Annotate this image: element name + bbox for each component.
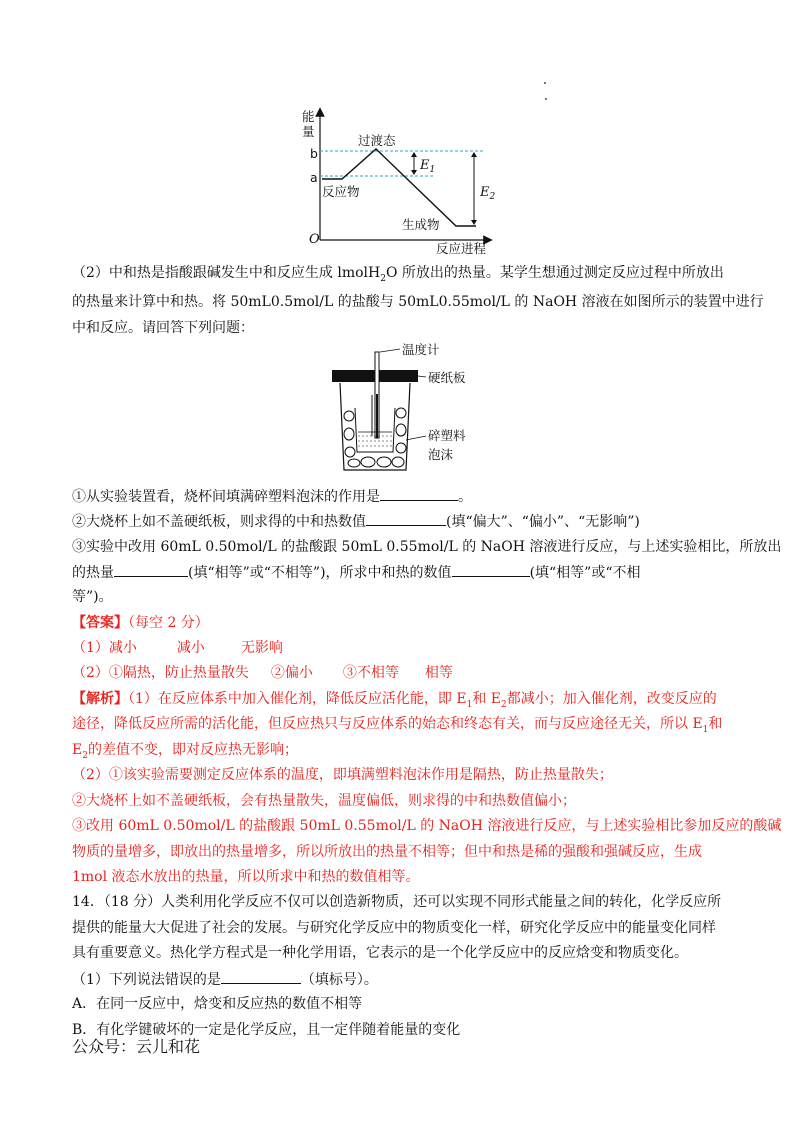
answer-part-2: （2）①隔热，防止热量散失 ②偏小 ③不相等 相等 xyxy=(72,665,453,681)
level-a-label: a xyxy=(310,170,318,185)
scan-mark xyxy=(544,82,546,84)
foam-label-2: 泡沫 xyxy=(428,447,454,462)
answer-blank[interactable] xyxy=(452,562,530,577)
energy-axis-label-1: 能 xyxy=(302,109,315,124)
q14-line-2: 提供的能量大大促进了社会的发展。与研究化学反应中的物质变化一样，研究化学反应中的能量变化同样 xyxy=(72,920,716,936)
e2-label: $E_2$ xyxy=(480,185,496,202)
answer-header: 【答案】（每空 2 分） xyxy=(72,615,209,631)
footer-watermark: 公众号：云儿和花 xyxy=(72,1037,201,1056)
answer-blank[interactable] xyxy=(114,562,188,577)
q14-line-3: 具有重要意义。热化学方程式是一种化学用语，它表示的是一个化学反应中的反应焓变和物质变化。 xyxy=(72,945,688,961)
calorimeter-diagram xyxy=(326,338,486,482)
q14-sub-1: （1）下列说法错误的是 （填标号）。 xyxy=(72,969,378,990)
sub-question-3-line-3: 等”)。 xyxy=(72,589,113,605)
scan-mark xyxy=(545,98,547,100)
sub-question-3-line-2: 的热量 (填“相等”或“不相等”)，所求中和热的数值 (填“相等”或“不相 xyxy=(72,562,641,583)
analysis-line-5: ②大烧杯上如不盖硬纸板，会有热量散失，温度偏低，则求得的中和热数值偏小； xyxy=(72,793,576,809)
analysis-line-4: （2）①该实验需要测定反应体系的温度，即填满塑料泡沫作用是隔热，防止热量散失； xyxy=(72,767,613,783)
analysis-line-3: $E_2$的差值不变，即对反应热无影响； xyxy=(72,742,298,761)
energy-axis-label-2: 量 xyxy=(302,124,315,139)
analysis-line-6: ③改用 60mL 0.50mol/L 的盐酸跟 50mL 0.55mol/L 的 NaOH 溶液进行反应，与上述实验相比参加反应的酸碱 xyxy=(72,818,782,834)
sub-question-3-line-1: ③实验中改用 60mL 0.50mol/L 的盐酸跟 50mL 0.55mol/L 的 NaOH 溶液进行反应，与上述实验相比，所放出 xyxy=(72,539,782,555)
energy-diagram xyxy=(290,100,510,255)
answer-blank[interactable] xyxy=(380,486,458,501)
cardboard-label: 硬纸板 xyxy=(428,370,466,385)
thermometer-label: 温度计 xyxy=(402,342,440,357)
q14-line-1: 14．（18 分）人类利用化学反应不仅可以创造新物质，还可以实现不同形式能量之间的转化，化学反应所 xyxy=(72,894,722,910)
e1-label: $E_1$ xyxy=(420,158,436,175)
analysis-line-7: 物质的量增多，即放出的热量增多，所以所放出的热量不相等；但中和热是稀的强酸和强碱反应，生成 xyxy=(72,844,702,860)
q2-line-3: 中和反应。请回答下列问题： xyxy=(72,320,254,336)
reactants-label: 反应物 xyxy=(322,184,360,199)
q2-line-2: 的热量来计算中和热。将 50mL0.5mol/L 的盐酸与 50mL0.55mol/L 的 NaOH 溶液在如图所示的装置中进行 xyxy=(72,294,764,310)
foam-label-1: 碎塑料 xyxy=(428,428,466,443)
analysis-line-8: 1mol 液态水放出的热量，所以所求中和热的数值相等。 xyxy=(72,869,420,885)
x-axis-label: 反应进程 xyxy=(436,241,487,255)
q14-option-a: A．在同一反应中，焓变和反应热的数值不相等 xyxy=(72,996,363,1012)
level-b-label: b xyxy=(310,146,318,161)
answer-blank[interactable] xyxy=(366,511,446,526)
sub-question-2: ②大烧杯上如不盖硬纸板，则求得的中和热数值 (填“偏大”、“偏小”、“无影响”) xyxy=(72,511,640,532)
transition-state-label: 过渡态 xyxy=(358,133,396,148)
answer-blank[interactable] xyxy=(221,969,301,984)
analysis-line-2: 途径，降低反应所需的活化能，但反应热只与反应体系的始态和终态有关，而与反应途径无关，所以 $E_1$和 xyxy=(72,716,723,735)
origin-label: O xyxy=(309,232,320,247)
q2-line-1: （2）中和热是指酸跟碱发生中和反应生成 lmolH$_2$O 所放出的热量。某学生想通过测定反应过程中所放出 xyxy=(72,265,724,284)
products-label: 生成物 xyxy=(402,217,440,232)
analysis-line-1: 【解析】（1）在反应体系中加入催化剂，降低反应活化能，即 $E_1$和 $E_2$都减小；加入催化剂，改变反应的 xyxy=(72,691,717,710)
sub-question-1: ①从实验装置看，烧杯间填满碎塑料泡沫的作用是 。 xyxy=(72,486,472,507)
answer-part-1: （1）减小 减小 无影响 xyxy=(72,640,283,656)
q14-option-b: B．有化学键破坏的一定是化学反应，且一定伴随着能量的变化 xyxy=(72,1022,461,1038)
